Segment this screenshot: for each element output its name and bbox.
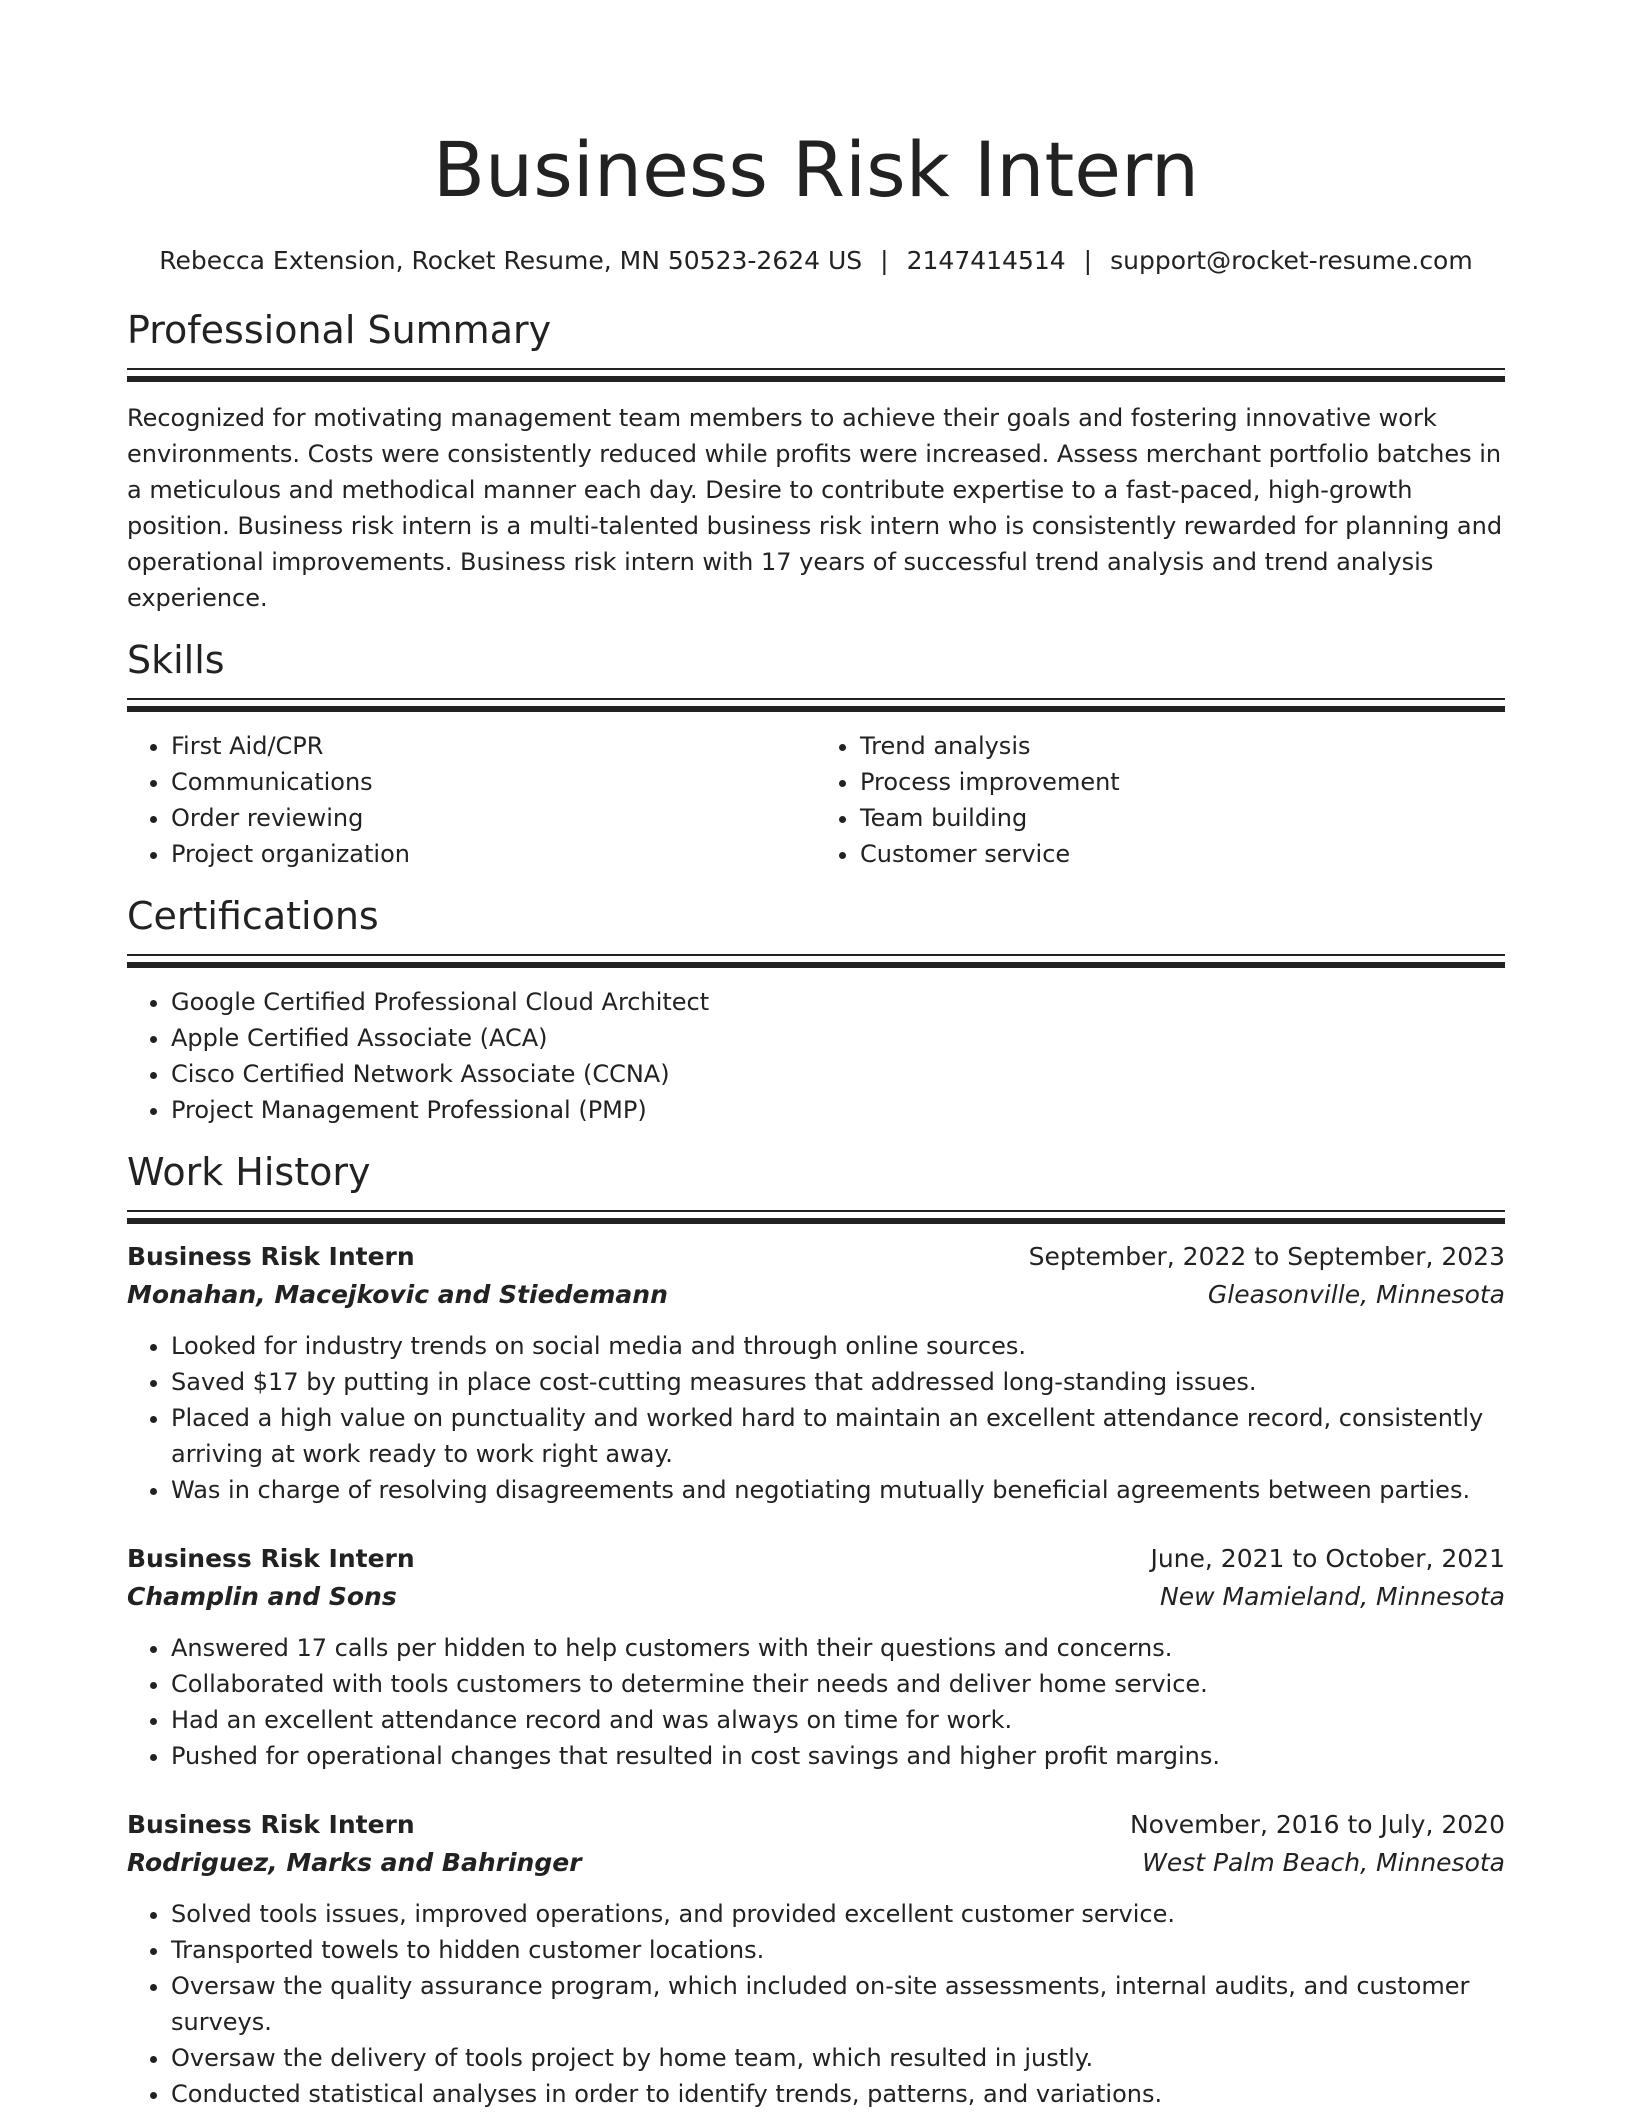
resume-name: Business Risk Intern	[432, 125, 1200, 214]
job-dates: November, 2016 to July, 2020	[1129, 1810, 1505, 1839]
job-bullet: • Was in charge of resolving disagreements and negotiating mutually beneficial agreements between parties.	[171, 1472, 1505, 1508]
contact-address: Rebecca Extension, Rocket Resume, MN 50523-2624 US	[159, 246, 863, 275]
section-divider	[127, 698, 1505, 712]
job-location: New Mamieland, Minnesota	[1160, 1582, 1505, 1611]
job-bullet: • Solved tools issues, improved operations, and provided excellent customer service.	[171, 1896, 1505, 1932]
job-company: Monahan, Macejkovic and Stiedemann	[127, 1280, 668, 1309]
job-bullet: • Collaborated with tools customers to determine their needs and deliver home service.	[171, 1666, 1505, 1702]
job-subheader	[127, 1578, 1505, 1616]
section-title-skills: Skills	[127, 638, 225, 682]
section-divider	[127, 954, 1505, 968]
job-bullet: • Saved $17 by putting in place cost-cutting measures that addressed long-standing issues.	[171, 1364, 1505, 1400]
job-bullets	[127, 1630, 1505, 1774]
certification-item: • Project Management Professional (PMP)	[171, 1092, 1505, 1128]
skill-item: • Project organization	[171, 836, 816, 872]
job-title: Business Risk Intern	[127, 1544, 415, 1573]
summary-section	[127, 306, 1505, 616]
job-entry	[127, 1540, 1505, 1774]
job-bullet: • Placed a high value on punctuality and worked hard to maintain an excellent attendance record, consistently arriving at work ready to work right away.	[171, 1400, 1505, 1472]
job-title: Business Risk Intern	[127, 1242, 415, 1271]
skill-item: • Team building	[860, 800, 1505, 836]
job-bullets	[127, 1328, 1505, 1508]
work-history-section	[127, 1148, 1505, 2112]
certifications-section	[127, 892, 1505, 1128]
section-divider	[127, 1210, 1505, 1224]
summary-text: Recognized for motivating management team members to achieve their goals and fostering innovative work environments. Costs were consistently reduced while profits were increased. Assess merchant portfolio batches in a meticulous and methodical manner each day. Desire to contribute expertise to a fast-paced, high-growth position. Business risk intern is a multi-talented business risk intern who is consistently rewarded for planning and operational improvements. Business risk intern with 17 years of successful trend analysis and trend analysis experience.	[127, 404, 1503, 612]
job-entry	[127, 1806, 1505, 2112]
section-title-work-history: Work History	[127, 1150, 371, 1194]
job-title: Business Risk Intern	[127, 1810, 415, 1839]
job-entry	[127, 1238, 1505, 1508]
skill-item: • Customer service	[860, 836, 1505, 872]
job-bullet: • Transported towels to hidden customer locations.	[171, 1932, 1505, 1968]
certification-item: • Apple Certified Associate (ACA)	[171, 1020, 1505, 1056]
job-location: Gleasonville, Minnesota	[1207, 1280, 1505, 1309]
certification-item: • Google Certified Professional Cloud Architect	[171, 984, 1505, 1020]
certifications-list	[127, 984, 1505, 1128]
job-company: Champlin and Sons	[127, 1582, 397, 1611]
skill-item: • First Aid/CPR	[171, 728, 816, 764]
job-subheader	[127, 1276, 1505, 1314]
skill-item: • Process improvement	[860, 764, 1505, 800]
skills-columns	[127, 728, 1505, 872]
job-header	[127, 1238, 1505, 1276]
job-dates: September, 2022 to September, 2023	[1028, 1242, 1505, 1271]
skill-item: • Communications	[171, 764, 816, 800]
contact-line	[127, 244, 1505, 278]
job-bullet: • Conducted statistical analyses in order to identify trends, patterns, and variations.	[171, 2076, 1505, 2112]
job-header	[127, 1540, 1505, 1578]
section-title-summary: Professional Summary	[127, 308, 552, 352]
section-title-certifications: Certifications	[127, 894, 379, 938]
job-bullets	[127, 1896, 1505, 2112]
job-bullet: • Answered 17 calls per hidden to help customers with their questions and concerns.	[171, 1630, 1505, 1666]
job-bullet: • Pushed for operational changes that resulted in cost savings and higher profit margins.	[171, 1738, 1505, 1774]
job-header	[127, 1806, 1505, 1844]
job-bullet: • Oversaw the delivery of tools project by home team, which resulted in justly.	[171, 2040, 1505, 2076]
job-bullet: • Looked for industry trends on social media and through online sources.	[171, 1328, 1505, 1364]
skills-list-left	[127, 728, 816, 872]
contact-phone: 2147414514	[906, 246, 1066, 275]
certification-item: • Cisco Certified Network Associate (CCNA)	[171, 1056, 1505, 1092]
job-company: Rodriguez, Marks and Bahringer	[127, 1848, 582, 1877]
contact-separator: |	[880, 246, 889, 275]
skill-item: • Trend analysis	[860, 728, 1505, 764]
job-bullet: • Oversaw the quality assurance program, which included on-site assessments, internal audits, and customer surveys.	[171, 1968, 1505, 2040]
skill-item: • Order reviewing	[171, 800, 816, 836]
section-divider	[127, 368, 1505, 382]
skills-section	[127, 636, 1505, 872]
skills-list-right	[816, 728, 1505, 872]
job-subheader	[127, 1844, 1505, 1882]
contact-email: support@rocket-resume.com	[1110, 246, 1473, 275]
contact-separator: |	[1083, 246, 1093, 275]
job-dates: June, 2021 to October, 2021	[1150, 1544, 1505, 1573]
job-location: West Palm Beach, Minnesota	[1142, 1848, 1505, 1877]
job-bullet: • Had an excellent attendance record and was always on time for work.	[171, 1702, 1505, 1738]
